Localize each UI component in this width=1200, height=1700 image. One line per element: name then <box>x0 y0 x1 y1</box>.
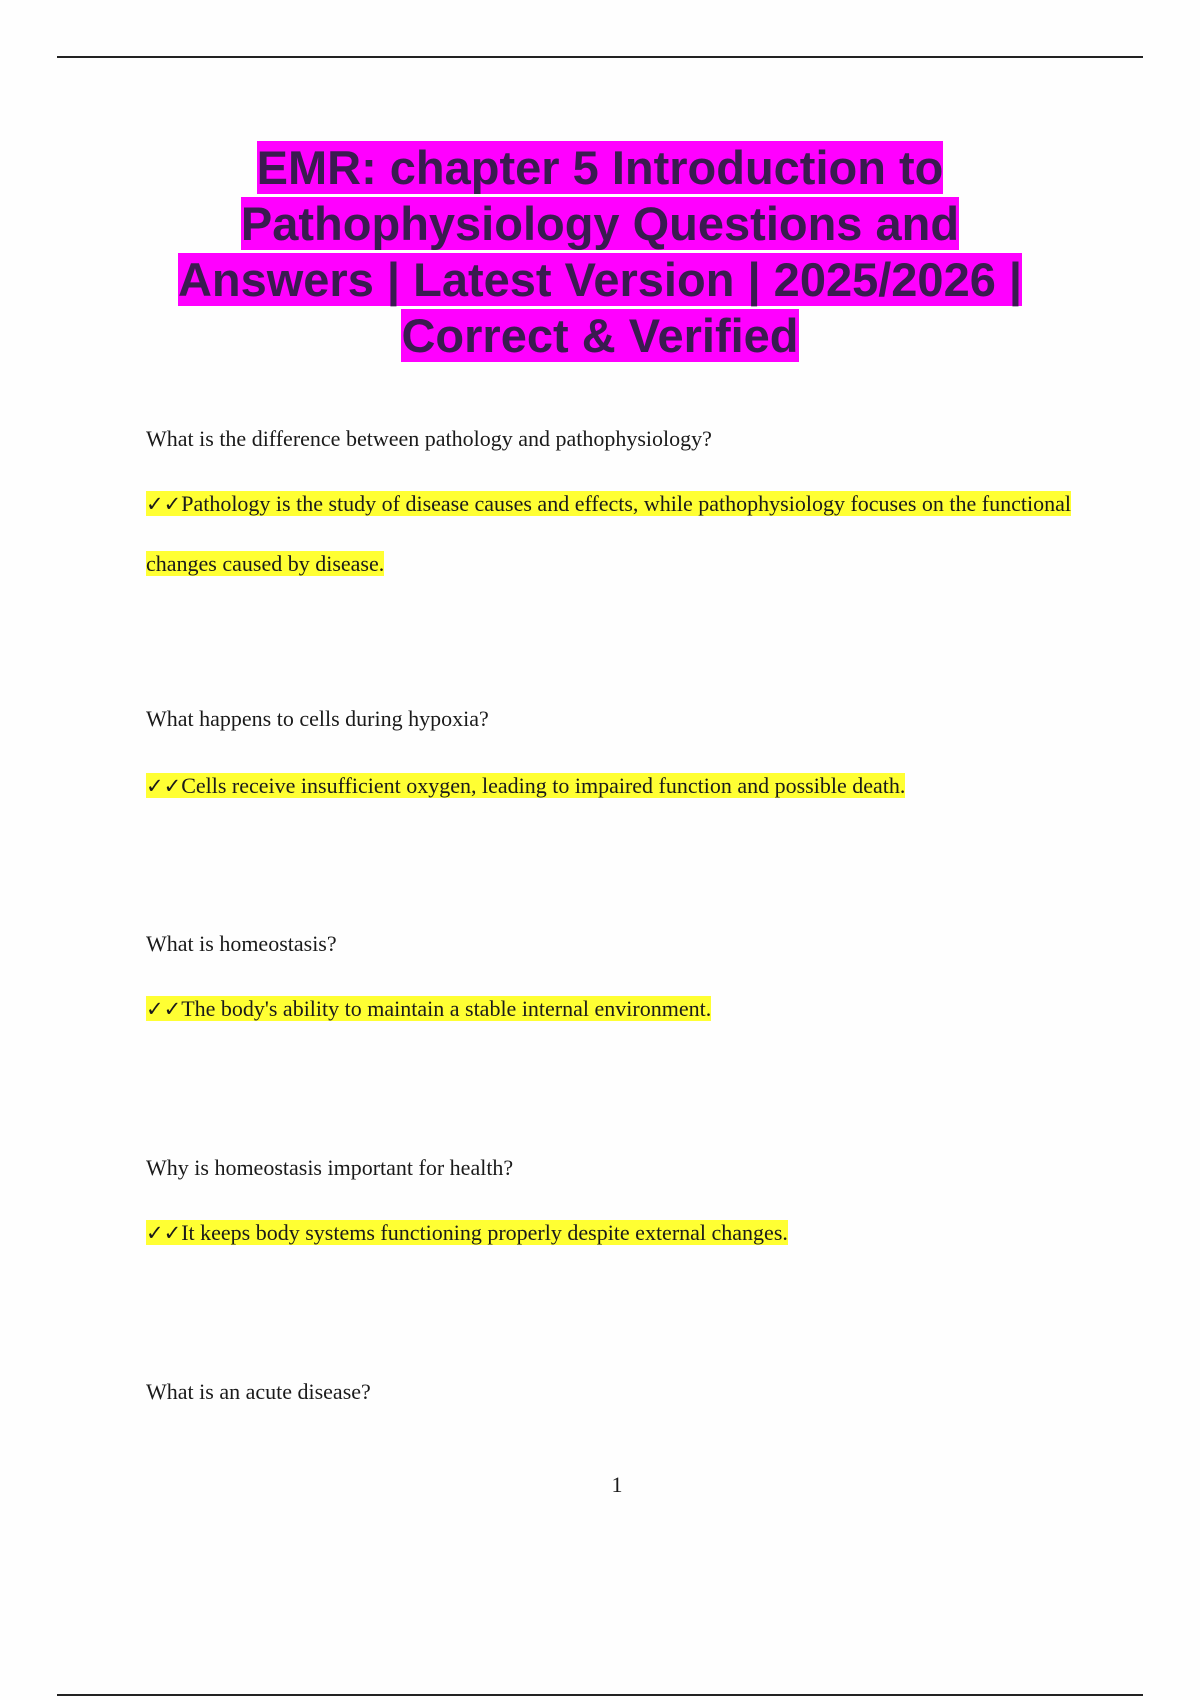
answer-block <box>146 1203 1086 1263</box>
question-text: What happens to cells during hypoxia? <box>146 706 489 731</box>
answer-highlight <box>146 773 905 798</box>
double-check-icon: ✓✓ <box>146 997 182 1021</box>
top-rule <box>57 56 1143 58</box>
title-block <box>150 140 1050 364</box>
question-text: Why is homeostasis important for health? <box>146 1155 514 1180</box>
page-number: 1 <box>611 1472 623 1497</box>
answer-highlight <box>146 491 1071 576</box>
answer-block <box>146 474 1086 594</box>
question-text: What is homeostasis? <box>146 931 337 956</box>
qa-item <box>146 704 1086 816</box>
qa-item <box>146 1377 1086 1407</box>
qa-item <box>146 1153 1086 1263</box>
answer-block <box>146 756 1086 816</box>
double-check-icon: ✓✓ <box>146 774 182 798</box>
question-text: What is the difference between pathology and pathophysiology? <box>146 426 712 451</box>
answer-text: It keeps body systems functioning properly despite external changes. <box>181 1220 788 1245</box>
qa-item <box>146 424 1086 594</box>
answer-text: Pathology is the study of disease causes and effects, while pathophysiology focuses on the functional changes caused by disease. <box>146 491 1071 576</box>
double-check-icon: ✓✓ <box>146 1221 182 1245</box>
answer-text: Cells receive insufficient oxygen, leading to impaired function and possible death. <box>181 773 906 798</box>
question-text: What is an acute disease? <box>146 1379 371 1404</box>
answer-text: The body's ability to maintain a stable internal environment. <box>181 996 712 1021</box>
document-title: EMR: chapter 5 Introduction to Pathophysiology Questions and Answers | Latest Version | 2025/2026 | Correct & Verified <box>177 141 1023 362</box>
answer-highlight <box>146 996 711 1021</box>
qa-item <box>146 929 1086 1039</box>
answer-highlight <box>146 1220 788 1245</box>
bottom-rule <box>57 1694 1143 1696</box>
answer-block <box>146 979 1086 1039</box>
double-check-icon: ✓✓ <box>146 492 182 516</box>
